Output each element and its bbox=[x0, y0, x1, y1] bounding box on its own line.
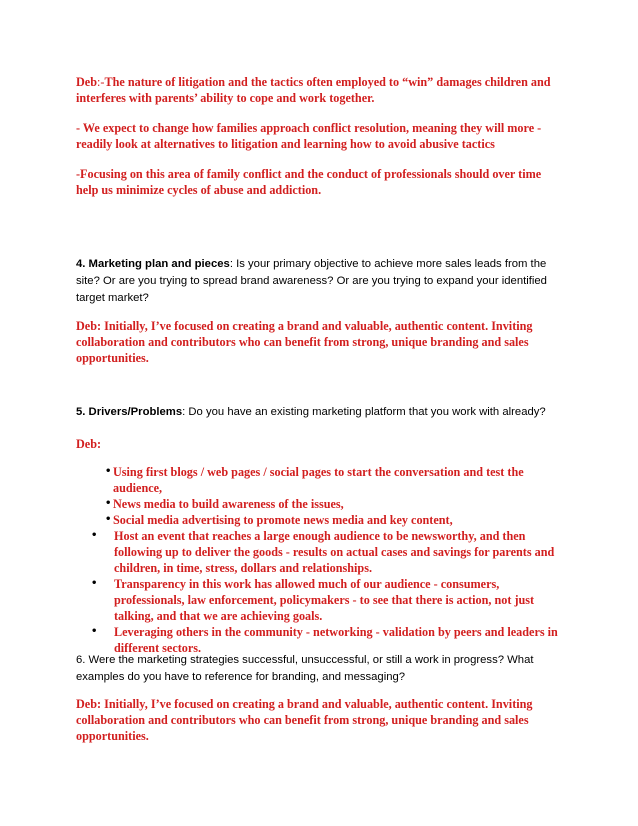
list-item bbox=[76, 576, 559, 624]
answer-6: Deb: Initially, I’ve focused on creating a brand and valuable, authentic content. Inviting collaboration and contributors who can benefit from strong, unique branding and sales opportunities. bbox=[76, 697, 533, 743]
list-item bbox=[76, 512, 563, 528]
list-item bbox=[76, 496, 563, 512]
bullet-text: Host an event that reaches a large enough audience to be newsworthy, and then following up to deliver the goods - results on actual cases and savings for parents and children, in time, stress, dollars and relationships. bbox=[114, 529, 555, 575]
answer-5-bullets bbox=[76, 464, 564, 656]
bullet-text: News media to build awareness of the issues, bbox=[113, 497, 344, 511]
question-6: 6. Were the marketing strategies successful, unsuccessful, or still a work in progress? What examples do you have to reference for branding, and messaging? bbox=[76, 654, 534, 683]
question-5 bbox=[76, 404, 586, 421]
bullet-dot-icon: • bbox=[105, 498, 112, 509]
bullet-text: Social media advertising to promote news media and key content, bbox=[113, 513, 453, 527]
bullet-dot-icon: • bbox=[105, 514, 112, 525]
bullet-dot-icon: • bbox=[91, 578, 98, 589]
bullet-dot-icon: • bbox=[91, 530, 98, 541]
question-4-text: : Is your primary objective to achieve more sales leads from the site? Or are you trying to spread brand awareness? Or are you trying to expand your identified target market? bbox=[76, 258, 547, 304]
question-5-label: 5. Drivers/Problems bbox=[76, 406, 183, 418]
bullet-text: Leveraging others in the community - networking - validation by peers and leaders in different sectors. bbox=[114, 625, 558, 655]
answer-4: Deb: Initially, I’ve focused on creating a brand and valuable, authentic content. Inviting collaboration and contributors who can benefit from strong, unique branding and sales opportunities. bbox=[76, 319, 533, 365]
intro-lead: Deb bbox=[76, 75, 97, 89]
list-item bbox=[76, 528, 559, 576]
bullet-dot-icon: • bbox=[91, 626, 98, 637]
intro-paragraph-3: -Focusing on this area of family conflict and the conduct of professionals should over time help us minimize cycles of abuse and addiction. bbox=[76, 167, 542, 197]
answer-5-lead: Deb: bbox=[76, 437, 102, 451]
bullet-text: Transparency in this work has allowed much of our audience - consumers, professionals, law enforcement, policymakers - to see that there is action, not just talking, and that we are achieving goals. bbox=[114, 577, 535, 623]
question-4 bbox=[76, 256, 564, 307]
intro-text-1: The nature of litigation and the tactics often employed to “win” damages children and interferes with parents’ ability to cope and work together. bbox=[76, 75, 551, 105]
question-5-text: : Do you have an existing marketing platform that you work with already? bbox=[182, 406, 546, 418]
list-item bbox=[76, 464, 563, 496]
question-4-label: 4. Marketing plan and pieces bbox=[76, 258, 230, 270]
intro-sep: :- bbox=[97, 75, 105, 89]
bullet-dot-icon: • bbox=[105, 466, 112, 477]
intro-paragraph-2: - We expect to change how families approach conflict resolution, meaning they will more - readily look at alternatives to litigation and learning how to avoid abusive tactics bbox=[76, 121, 542, 151]
intro-paragraph-1 bbox=[76, 74, 564, 106]
bullet-text: Using first blogs / web pages / social pages to start the conversation and test the audience, bbox=[113, 465, 524, 495]
